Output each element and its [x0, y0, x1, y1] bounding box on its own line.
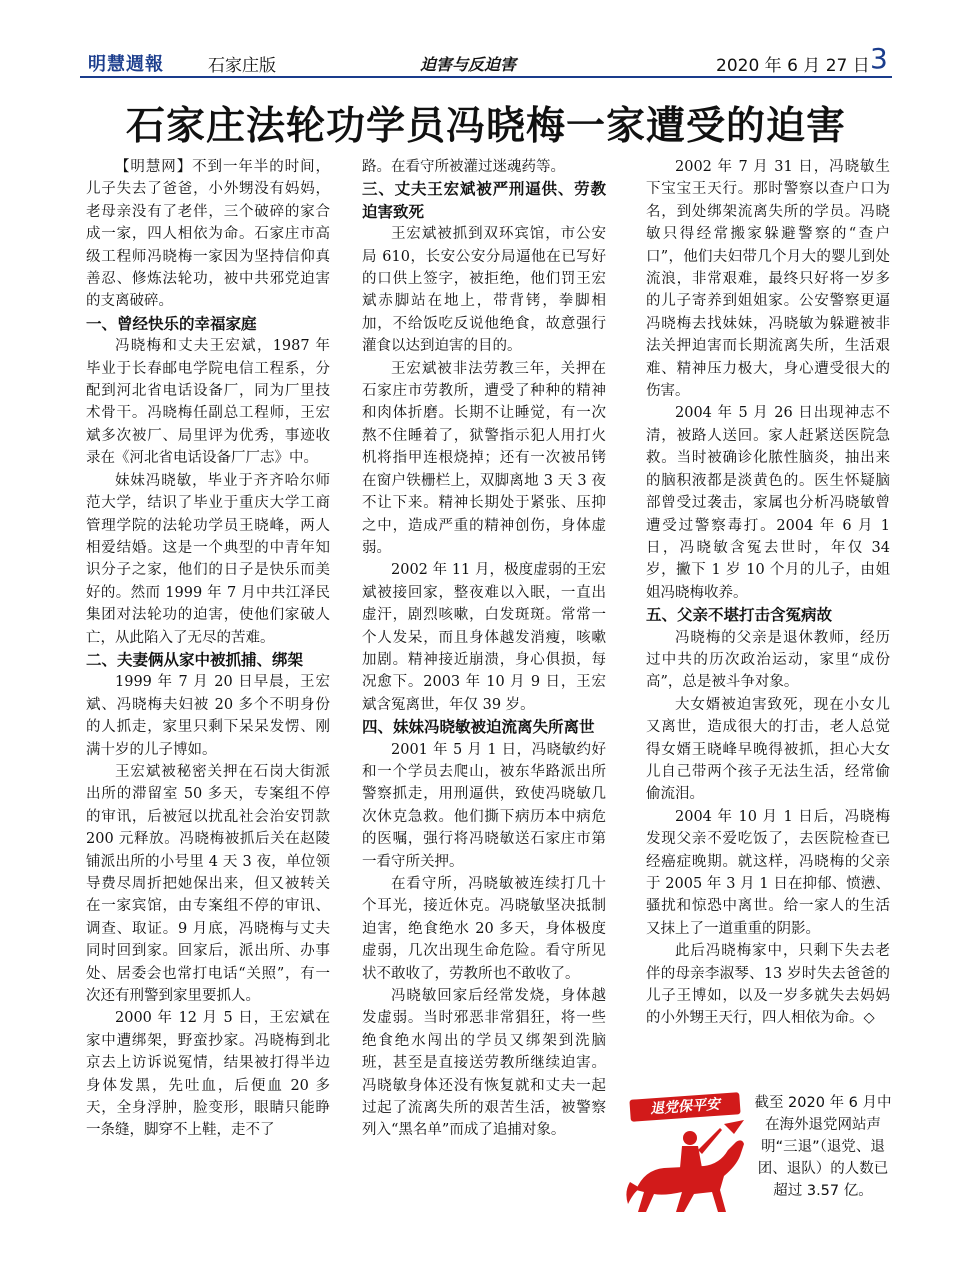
- article-paragraph: 路。在看守所被灌过迷魂药等。: [362, 159, 565, 175]
- section-heading: 四、妹妹冯晓敏被迫流离失所离世: [362, 718, 595, 737]
- article-paragraph: 【明慧网】不到一年半的时间，儿子失去了爸爸，小外甥没有妈妈，老母亲没有了老伴，三个破碎的家合成一家，四人相依为命。石家庄市高级工程师冯晓梅一家因为坚持信仰真善忍、修炼法轮功，被中共邪党迫害的支离破碎。: [86, 159, 330, 310]
- section-heading: 五、父亲不堪打击含冤病故: [646, 606, 833, 625]
- article-paragraph: 王宏斌被秘密关押在石岗大街派出所的滞留室 50 多天，专案组不停的审讯，后被冠以扰乱社会治安罚款 200 元释放。冯晓梅被抓后关在赵陵铺派出所的小号里 4 天 3 夜，单位领导费尽周折把她保出来，但又被转关在一家宾馆，由专案组不停的审讯、调查、取证。9 月底，冯晓梅与丈夫同时回到家。回家后，派出所、办事处、居委会也常打电话“关照”，有一次还有刑警到家里要抓人。: [86, 763, 330, 1005]
- masthead: 明慧週報: [88, 54, 164, 75]
- article-paragraph: 冯晓梅的父亲是退休教师，经历过中共的历次政治运动，家里“成份高”，总是被斗争对象。: [646, 629, 890, 691]
- article-headline: 石家庄法轮功学员冯晓梅一家遭受的迫害: [125, 104, 846, 149]
- article-column-2: [362, 156, 606, 1142]
- article-paragraph: 1999 年 7 月 20 日早晨，王宏斌、冯晓梅夫妇被 20 多个不明身份的人抓走，家里只剩下呆呆发愣、刚满十岁的儿子博如。: [86, 674, 330, 758]
- article-paragraph: 2004 年 5 月 26 日出现神志不清，被路人送回。家人赶紧送医院急救。当时被确诊化脓性脑炎，抽出来的脑积液都是淡黄色的。医生怀疑脑部曾受过袭击，家属也分析冯晓敏曾遭受过警察毒打。2004 年 6 月 1 日，冯晓敏含冤去世时，年仅 34 岁，撇下 1 岁 10 个月的儿子，由姐姐冯晓梅收养。: [646, 405, 890, 601]
- article-paragraph: 王宏斌被抓到双环宾馆，市公安局 610，长安公安分局逼他在已写好的口供上签字，被拒绝，他们罚王宏斌赤脚站在地上，带背铐，拳脚相加，不给饭吃反说他绝食，故意强行灌食以达到迫害的目的。: [362, 226, 606, 355]
- article-paragraph: 2002 年 11 月，极度虚弱的王宏斌被接回家，整夜难以入眠，一直出虚汗，剧烈咳嗽，白发斑斑。常常一个人发呆，而且身体越发消瘦，咳嗽加剧。精神接近崩溃，身心俱损，每况愈下。2003 年 10 月 9 日，王宏斌含冤离世，年仅 39 岁。: [362, 562, 606, 713]
- article-paragraph: 妹妹冯晓敏，毕业于齐齐哈尔师范大学，结识了毕业于重庆大学工商管理学院的法轮功学员王晓峰，两人相爱结婚。这是一个典型的中青年知识分子之家，他们的日子是快乐而美好的。然而 1999 年 7 月中共江泽民集团对法轮功的迫害，使他们家破人亡，从此陷入了无尽的苦难。: [86, 472, 330, 646]
- section-heading: 一、曾经快乐的幸福家庭: [86, 314, 257, 333]
- article-paragraph: 2002 年 7 月 31 日，冯晓敏生下宝宝王天行。那时警察以查户口为名，到处绑架流离失所的学员。冯晓敏只得经常搬家躲避警察的“查户口”，他们夫妇带几个月大的婴儿到处流浪，非常艰难，最终只好将一岁多的儿子寄养到姐姐家。公安警察更逼冯晓梅去找妹妹，冯晓敏为躲避被非法关押迫害而长期流离失所，生活艰难、精神压力极大，身心遭受很大的伤害。: [646, 159, 890, 400]
- article-column-3: [646, 156, 890, 1030]
- article-paragraph: 大女婿被迫害致死，现在小女儿又离世，造成很大的打击，老人总觉得女婿王晓峰早晚得被抓，担心大女儿自己带两个孩子无法生活，经常偷偷流泪。: [646, 696, 890, 803]
- quit-party-ad: [620, 1090, 892, 1220]
- section-heading: 三、丈夫王宏斌被严刑逼供、劳教迫害致死: [362, 180, 606, 221]
- article-paragraph: 在看守所，冯晓敏被连续打几十个耳光，接近休克。冯晓敏坚决抵制迫害，绝食绝水 20 多天，身体极度虚弱，几次出现生命危险。看守所见状不敢收了，劳教所也不敢收了。: [362, 876, 606, 982]
- article-paragraph: 2001 年 5 月 1 日，冯晓敏约好和一个学员去爬山，被东华路派出所警察抓走，用刑逼供，致使冯晓敏几次休克急救。他们撕下病历本中病危的医嘱，强行将冯晓敏送石家庄市第一看守所关押。: [362, 741, 606, 870]
- ad-banner: 退党保平安: [629, 1092, 740, 1122]
- article-paragraph: 冯晓梅和丈夫王宏斌，1987 年毕业于长春邮电学院电信工程系，分配到河北省电话设备厂，同为厂里技术骨干。冯晓梅任副总工程师，王宏斌多次被厂、局里评为优秀，事迹收录在《河北省电话设备厂厂志》中。: [86, 338, 330, 467]
- section-title: 迫害与反迫害: [420, 55, 517, 74]
- section-heading: 二、夫妻俩从家中被抓捕、绑架: [86, 650, 304, 669]
- article-paragraph: 2004 年 10 月 1 日后，冯晓梅发现父亲不爱吃饭了，去医院检查已经癌症晚期。就这样，冯晓梅的父亲于 2005 年 3 月 1 日在抑郁、愤懑、骚扰和惊恐中离世。给一家人的生活又抹上了一道重重的阴影。: [646, 808, 890, 937]
- issue-date: 2020 年 6 月 27 日: [716, 56, 870, 76]
- ad-text: 截至 2020 年 6 月中在海外退党网站声明“三退”（退党、退团、退队）的人数已超过 3.57 亿。: [754, 1095, 892, 1199]
- article-paragraph: 此后冯晓梅家中，只剩下失去老伴的母亲李淑琴、13 岁时失去爸爸的儿子王博如，以及一岁多就失去妈妈的小外甥王天行，四人相依为命。◇: [646, 943, 890, 1027]
- horse-rider-icon: [624, 1120, 752, 1218]
- article-paragraph: 冯晓敏回家后经常发烧，身体越发虚弱。当时邪恶非常猖狂，将一些绝食绝水闯出的学员又绑架到洗脑班，甚至是直接送劳教所继续迫害。冯晓敏身体还没有恢复就和丈夫一起过起了流离失所的艰苦生活，被警察列入“黑名单”而成了追捕对象。: [362, 988, 606, 1139]
- article-paragraph: 王宏斌被非法劳教三年，关押在石家庄市劳教所，遭受了种种的精神和肉体折磨。长期不让睡觉，有一次熬不住睡着了，狱警指示犯人用打火机将指甲连根烧掉；还有一次被吊铐在窗户铁栅栏上，双脚离地 3 天 3 夜不让下来。精神长期处于紧张、压抑之中，造成严重的精神创伤，身体虚弱。: [362, 360, 606, 556]
- article-paragraph: 2000 年 12 月 5 日，王宏斌在家中遭绑架，野蛮抄家。冯晓梅到北京去上访诉说冤情，结果被打得半边身体发黑，先吐血，后便血 20 多天，全身浮肿，脸变形，眼睛只能睁一条缝，脚穿不上鞋，走不了: [86, 1010, 330, 1139]
- page-number: 3: [870, 42, 888, 75]
- header-rule: [80, 76, 892, 78]
- article-column-1: [86, 156, 330, 1142]
- edition-label: 石家庄版: [208, 56, 276, 76]
